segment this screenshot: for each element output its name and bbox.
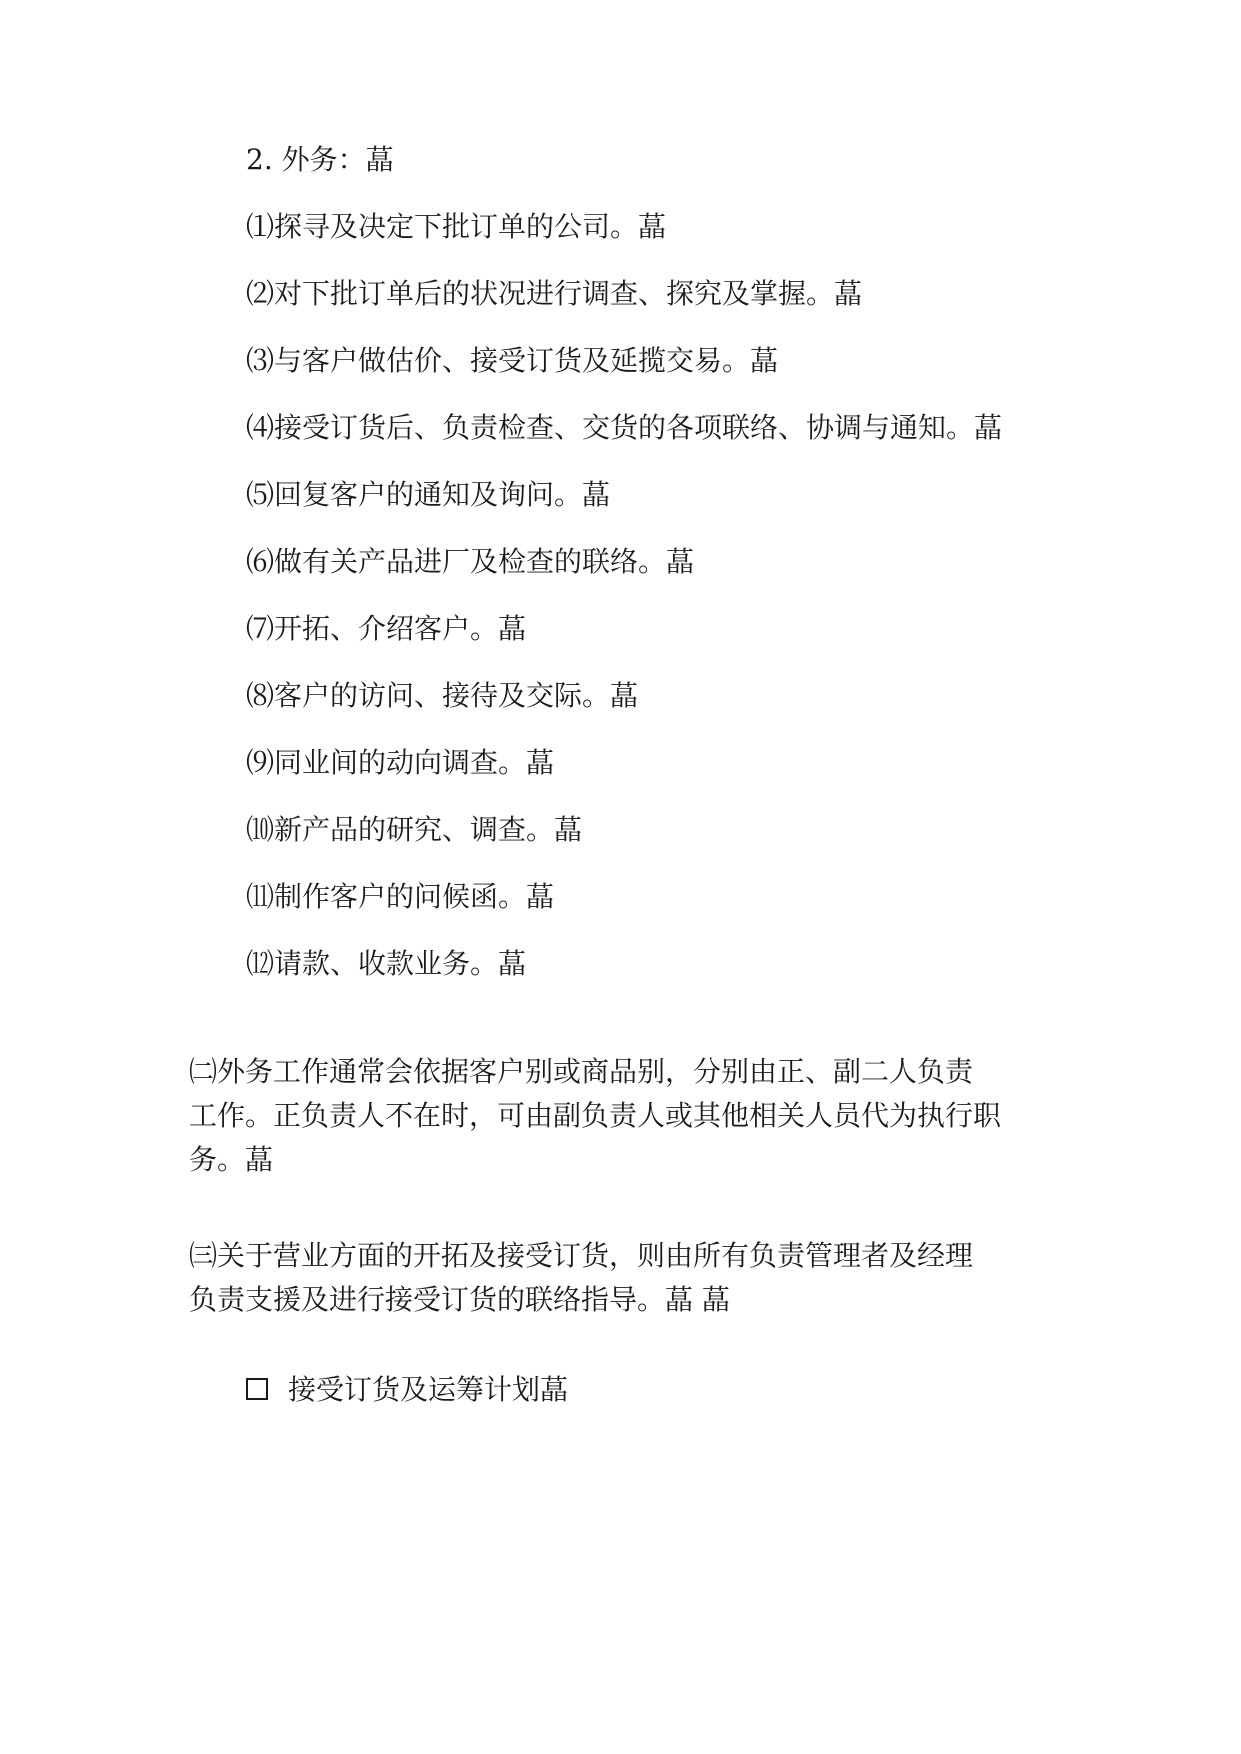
paragraph-2 — [189, 1050, 1049, 1182]
paragraph-line: 务。蕌 — [189, 1143, 274, 1176]
list-item: ⑾制作客户的问候函。蕌 — [246, 880, 555, 913]
paragraph-line: ㈢关于营业方面的开拓及接受订货，则由所有负责管理者及经理 — [189, 1239, 974, 1272]
paragraph-line: 负责支援及进行接受订货的联络指导。蕌 蕌 — [189, 1283, 730, 1316]
list-item: ⑸回复客户的通知及询问。蕌 — [246, 478, 611, 511]
list-item: ⑺开拓、介绍客户。蕌 — [246, 612, 527, 645]
checkbox-icon — [246, 1378, 268, 1400]
list-item: ⑼同业间的动向调查。蕌 — [246, 746, 555, 779]
paragraph-3 — [189, 1234, 1049, 1322]
paragraph-line: 工作。正负责人不在时，可由副负责人或其他相关人员代为执行职 — [189, 1099, 1002, 1132]
paragraph-line: ㈡外务工作通常会依据客户别或商品别，分别由正、副二人负责 — [189, 1055, 974, 1088]
list-item: ⑶与客户做估价、接受订货及延揽交易。蕌 — [246, 344, 779, 377]
list-item: ⑷接受订货后、负责检查、交货的各项联络、协调与通知。蕌 — [246, 411, 1003, 444]
section-heading: 2. 外务：蕌 — [246, 143, 394, 176]
checkbox-item — [246, 1370, 568, 1410]
list-item: ⑽新产品的研究、调查。蕌 — [246, 813, 583, 846]
list-item: ⑴探寻及决定下批订单的公司。蕌 — [246, 210, 667, 243]
list-item: ⑿请款、收款业务。蕌 — [246, 947, 527, 980]
checkbox-item-label: 接受订货及运筹计划蕌 — [288, 1373, 569, 1406]
list-item: ⑻客户的访问、接待及交际。蕌 — [246, 679, 639, 712]
list-item: ⑹做有关产品进厂及检查的联络。蕌 — [246, 545, 695, 578]
list-item: ⑵对下批订单后的状况进行调查、探究及掌握。蕌 — [246, 277, 863, 310]
